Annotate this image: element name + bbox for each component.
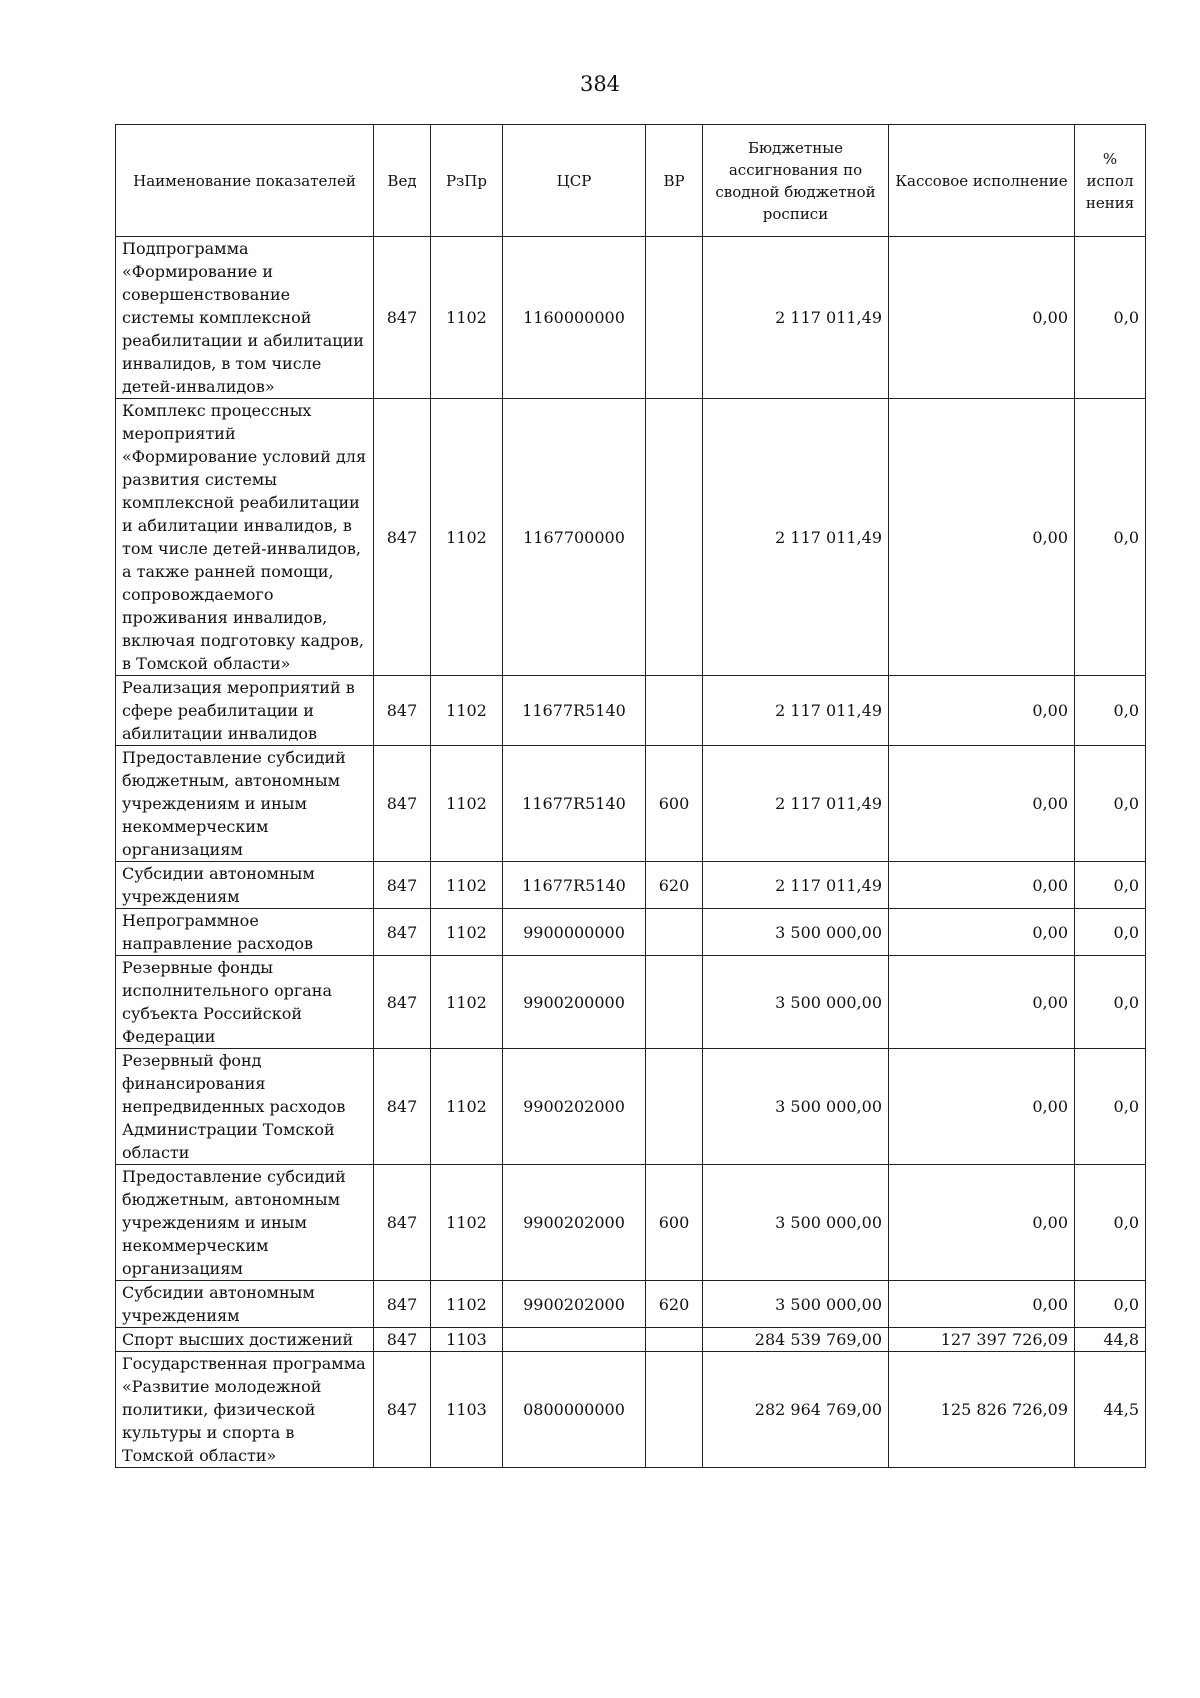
cell-ved: 847: [374, 909, 431, 956]
table-row: [116, 956, 1146, 1049]
cell-name: Резервные фонды исполнительного органа субъекта Российской Федерации: [116, 956, 374, 1049]
cell-percent: 0,0: [1075, 237, 1146, 399]
cell-name: Непрограммное направление расходов: [116, 909, 374, 956]
cell-csr: [503, 1328, 646, 1352]
cell-ved: 847: [374, 676, 431, 746]
cell-percent: 0,0: [1075, 862, 1146, 909]
header-cash: Кассовое исполнение: [889, 125, 1075, 237]
table-row: [116, 1165, 1146, 1281]
cell-budget: 2 117 011,49: [703, 862, 889, 909]
cell-cash: 127 397 726,09: [889, 1328, 1075, 1352]
cell-budget: 3 500 000,00: [703, 1049, 889, 1165]
cell-percent: 44,5: [1075, 1352, 1146, 1468]
table-row: [116, 1328, 1146, 1352]
table-header: [116, 125, 1146, 237]
cell-name: Предоставление субсидий бюджетным, автономным учреждениям и иным некоммерческим организациям: [116, 1165, 374, 1281]
cell-ved: 847: [374, 746, 431, 862]
cell-cash: 0,00: [889, 862, 1075, 909]
cell-cash: 0,00: [889, 1165, 1075, 1281]
cell-budget: 2 117 011,49: [703, 746, 889, 862]
cell-rzpr: 1102: [431, 909, 503, 956]
cell-cash: 0,00: [889, 1049, 1075, 1165]
cell-ved: 847: [374, 862, 431, 909]
cell-csr: 11677R5140: [503, 676, 646, 746]
table-body: [116, 237, 1146, 1468]
cell-name: Государственная программа «Развитие молодежной политики, физической культуры и спорта в Томской области»: [116, 1352, 374, 1468]
cell-budget: 2 117 011,49: [703, 399, 889, 676]
header-rzpr: РзПр: [431, 125, 503, 237]
table-row: [116, 862, 1146, 909]
cell-csr: 9900202000: [503, 1165, 646, 1281]
table-row: [116, 746, 1146, 862]
cell-cash: 125 826 726,09: [889, 1352, 1075, 1468]
cell-cash: 0,00: [889, 956, 1075, 1049]
cell-csr: 11677R5140: [503, 746, 646, 862]
cell-percent: 0,0: [1075, 956, 1146, 1049]
table-row: [116, 676, 1146, 746]
cell-percent: 0,0: [1075, 1049, 1146, 1165]
cell-budget: 3 500 000,00: [703, 1165, 889, 1281]
cell-budget: 284 539 769,00: [703, 1328, 889, 1352]
cell-ved: 847: [374, 1165, 431, 1281]
cell-vr: [646, 676, 703, 746]
cell-vr: [646, 399, 703, 676]
cell-rzpr: 1102: [431, 746, 503, 862]
cell-cash: 0,00: [889, 237, 1075, 399]
cell-cash: 0,00: [889, 399, 1075, 676]
cell-percent: 0,0: [1075, 1281, 1146, 1328]
cell-csr: 9900202000: [503, 1281, 646, 1328]
cell-budget: 3 500 000,00: [703, 956, 889, 1049]
cell-rzpr: 1103: [431, 1328, 503, 1352]
cell-budget: 282 964 769,00: [703, 1352, 889, 1468]
header-percent: % испол нения: [1075, 125, 1146, 237]
header-name: Наименование показателей: [116, 125, 374, 237]
cell-vr: [646, 1352, 703, 1468]
cell-csr: 0800000000: [503, 1352, 646, 1468]
cell-csr: 9900202000: [503, 1049, 646, 1165]
cell-ved: 847: [374, 1328, 431, 1352]
cell-rzpr: 1102: [431, 956, 503, 1049]
cell-ved: 847: [374, 237, 431, 399]
cell-rzpr: 1102: [431, 1049, 503, 1165]
cell-csr: 9900000000: [503, 909, 646, 956]
cell-name: Резервный фонд финансирования непредвиденных расходов Администрации Томской области: [116, 1049, 374, 1165]
cell-ved: 847: [374, 956, 431, 1049]
cell-vr: [646, 909, 703, 956]
cell-budget: 2 117 011,49: [703, 676, 889, 746]
cell-rzpr: 1102: [431, 1281, 503, 1328]
header-ved: Вед: [374, 125, 431, 237]
cell-rzpr: 1102: [431, 1165, 503, 1281]
header-csr: ЦСР: [503, 125, 646, 237]
cell-vr: 620: [646, 1281, 703, 1328]
budget-execution-table: [115, 124, 1146, 1468]
cell-rzpr: 1103: [431, 1352, 503, 1468]
cell-vr: [646, 237, 703, 399]
cell-csr: 1167700000: [503, 399, 646, 676]
table-row: [116, 237, 1146, 399]
cell-budget: 2 117 011,49: [703, 237, 889, 399]
cell-cash: 0,00: [889, 909, 1075, 956]
cell-ved: 847: [374, 399, 431, 676]
table-row: [116, 399, 1146, 676]
cell-vr: 600: [646, 746, 703, 862]
cell-budget: 3 500 000,00: [703, 909, 889, 956]
cell-name: Субсидии автономным учреждениям: [116, 862, 374, 909]
cell-name: Предоставление субсидий бюджетным, автономным учреждениям и иным некоммерческим организациям: [116, 746, 374, 862]
cell-vr: 620: [646, 862, 703, 909]
cell-budget: 3 500 000,00: [703, 1281, 889, 1328]
cell-ved: 847: [374, 1352, 431, 1468]
cell-cash: 0,00: [889, 676, 1075, 746]
cell-vr: [646, 956, 703, 1049]
cell-name: Реализация мероприятий в сфере реабилитации и абилитации инвалидов: [116, 676, 374, 746]
table-row: [116, 1281, 1146, 1328]
cell-ved: 847: [374, 1281, 431, 1328]
cell-name: Подпрограмма «Формирование и совершенствование системы комплексной реабилитации и абилитации инвалидов, в том числе детей-инвалидов»: [116, 237, 374, 399]
page-number: 384: [579, 72, 621, 96]
cell-rzpr: 1102: [431, 862, 503, 909]
cell-name: Комплекс процессных мероприятий «Формирование условий для развития системы комплексной реабилитации и абилитации инвалидов, в том числе детей-инвалидов, а также ранней помощи, сопровождаемого проживания инвалидов, включая подготовку кадров, в Томской области»: [116, 399, 374, 676]
cell-vr: [646, 1049, 703, 1165]
cell-name: Субсидии автономным учреждениям: [116, 1281, 374, 1328]
cell-rzpr: 1102: [431, 237, 503, 399]
cell-csr: 11677R5140: [503, 862, 646, 909]
table-row: [116, 1049, 1146, 1165]
cell-percent: 44,8: [1075, 1328, 1146, 1352]
table-row: [116, 909, 1146, 956]
cell-percent: 0,0: [1075, 676, 1146, 746]
cell-percent: 0,0: [1075, 1165, 1146, 1281]
cell-name: Спорт высших достижений: [116, 1328, 374, 1352]
cell-vr: [646, 1328, 703, 1352]
header-budget: Бюджетные ассигнования по сводной бюджетной росписи: [703, 125, 889, 237]
cell-rzpr: 1102: [431, 399, 503, 676]
cell-ved: 847: [374, 1049, 431, 1165]
header-vr: ВР: [646, 125, 703, 237]
cell-vr: 600: [646, 1165, 703, 1281]
cell-percent: 0,0: [1075, 909, 1146, 956]
table-row: [116, 1352, 1146, 1468]
header-row: [116, 125, 1146, 237]
cell-percent: 0,0: [1075, 746, 1146, 862]
cell-csr: 9900200000: [503, 956, 646, 1049]
cell-csr: 1160000000: [503, 237, 646, 399]
cell-percent: 0,0: [1075, 399, 1146, 676]
cell-rzpr: 1102: [431, 676, 503, 746]
cell-cash: 0,00: [889, 1281, 1075, 1328]
cell-cash: 0,00: [889, 746, 1075, 862]
